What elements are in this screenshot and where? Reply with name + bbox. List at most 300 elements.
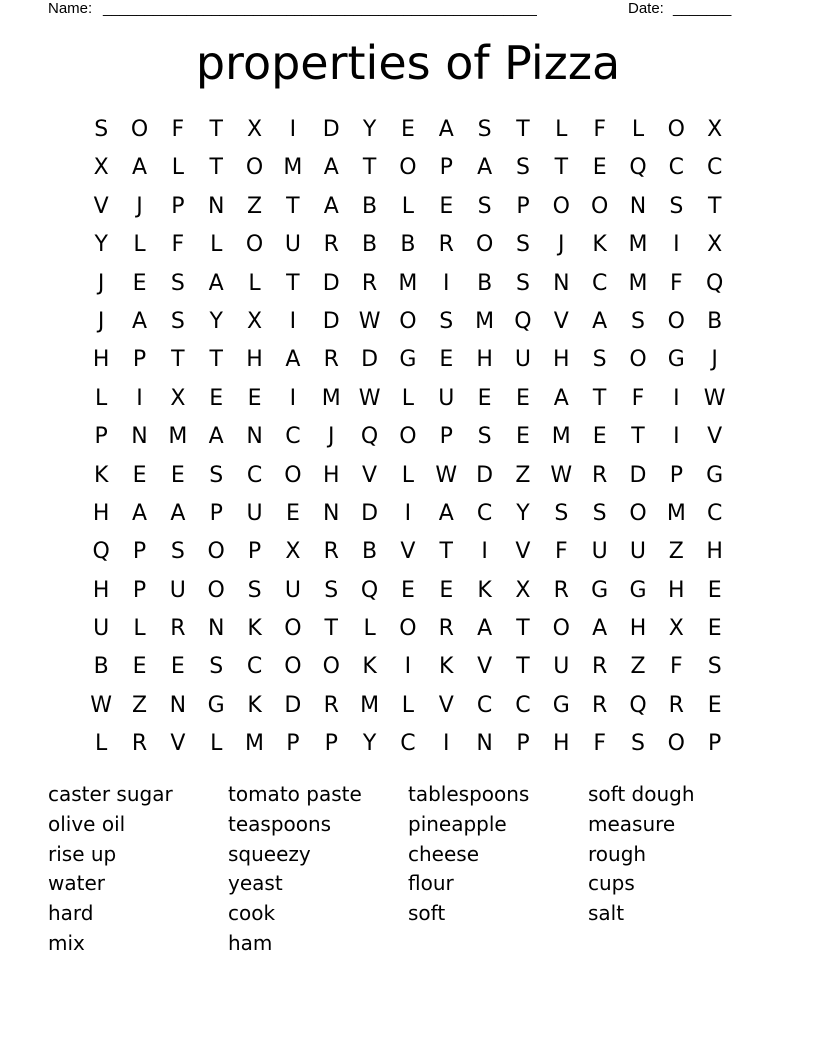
grid-letter: M (628, 270, 648, 296)
grid-letter: X (515, 577, 531, 603)
grid-letter: O (667, 731, 685, 757)
word-list-item: tablespoons (408, 782, 530, 806)
grid-letter: P (516, 193, 530, 219)
grid-letter: W (358, 308, 381, 334)
grid-letter: K (592, 232, 607, 258)
grid-letter: I (673, 232, 680, 258)
grid-letter: L (133, 232, 146, 258)
word-list-item: mix (48, 930, 85, 955)
grid-letter: L (363, 616, 376, 642)
grid-row (82, 495, 734, 533)
grid-letter: H (92, 347, 110, 373)
grid-letter: X (247, 117, 263, 142)
word-list-row (48, 930, 768, 960)
grid-letter: E (592, 424, 607, 450)
grid-letter: A (477, 616, 493, 642)
grid-letter: F (631, 385, 645, 411)
grid-letter: U (514, 347, 531, 373)
grid-letter: F (171, 232, 185, 258)
grid-letter: I (404, 500, 412, 526)
grid-letter: O (475, 232, 494, 258)
grid-letter: S (631, 308, 645, 334)
grid-letter: O (667, 117, 685, 142)
grid-letter: S (247, 577, 262, 603)
grid-letter: K (247, 692, 262, 718)
grid-letter: M (551, 424, 571, 450)
grid-letter: O (629, 347, 647, 373)
grid-letter: I (289, 385, 297, 411)
grid-letter: A (208, 270, 224, 296)
grid-letter: D (361, 500, 379, 526)
grid-letter: U (438, 385, 455, 411)
grid-letter: L (210, 731, 223, 757)
grid-letter: E (400, 577, 415, 603)
grid-letter: Q (360, 577, 379, 603)
grid-letter: M (360, 692, 380, 718)
grid-row (82, 380, 734, 418)
page-title: properties of Pizza (195, 36, 621, 90)
grid-letter: X (285, 539, 301, 565)
grid-letter: E (170, 654, 185, 680)
grid-letter: G (591, 577, 609, 603)
grid-letter: A (323, 193, 339, 219)
grid-letter: R (591, 462, 608, 488)
grid-letter: Q (629, 692, 647, 718)
grid-letter: L (401, 462, 415, 488)
grid-letter: G (552, 692, 570, 718)
grid-letter: O (590, 193, 609, 219)
grid-letter: S (170, 539, 185, 565)
grid-letter: T (324, 616, 338, 642)
grid-letter: O (130, 117, 149, 142)
grid-letter: F (593, 731, 606, 757)
grid-row (82, 610, 734, 648)
word-list-item: squeezy (228, 841, 311, 866)
grid-letter: A (592, 308, 608, 334)
grid-letter: G (629, 577, 647, 603)
grid-letter: E (132, 462, 147, 488)
grid-letter: S (707, 654, 722, 680)
grid-letter: B (93, 654, 109, 680)
grid-letter: L (401, 193, 415, 219)
word-list-item: rough (588, 841, 647, 866)
grid-letter: C (246, 654, 263, 680)
grid-letter: B (400, 232, 416, 258)
grid-letter: G (399, 347, 417, 373)
grid-letter: C (591, 270, 608, 296)
grid-row (82, 111, 734, 149)
letter-grid (82, 111, 734, 764)
grid-letter: B (362, 539, 378, 565)
grid-letter: N (629, 193, 647, 219)
grid-letter: Q (706, 270, 724, 296)
grid-letter: G (207, 692, 225, 718)
grid-letter: D (361, 347, 379, 373)
word-list-item: rise up (48, 841, 117, 866)
grid-letter: T (592, 385, 607, 411)
grid-letter: B (707, 308, 723, 334)
grid-letter: Z (515, 462, 531, 488)
grid-letter: O (207, 577, 225, 603)
grid-letter: T (707, 193, 722, 219)
grid-letter: Z (668, 539, 684, 565)
grid-letter: E (132, 270, 147, 296)
grid-letter: R (668, 692, 684, 718)
grid-letter: H (92, 577, 110, 603)
grid-letter: O (552, 616, 570, 642)
grid-letter: P (132, 539, 147, 565)
grid-letter: N (207, 616, 225, 642)
grid-letter: O (399, 616, 417, 642)
grid-letter: L (401, 385, 415, 411)
word-list-row (48, 870, 768, 900)
grid-letter: C (668, 155, 685, 181)
grid-letter: L (401, 692, 415, 718)
grid-letter: S (515, 232, 530, 258)
grid-letter: K (477, 577, 492, 603)
grid-letter: S (477, 193, 492, 219)
grid-letter: R (591, 692, 608, 718)
grid-letter: S (94, 117, 109, 142)
grid-letter: O (284, 462, 302, 488)
grid-letter: D (284, 692, 302, 718)
grid-letter: Y (362, 117, 377, 142)
grid-letter: H (476, 347, 493, 373)
grid-letter: B (362, 232, 378, 258)
grid-letter: T (209, 155, 223, 181)
grid-letter: H (706, 539, 723, 565)
grid-letter: F (593, 117, 606, 142)
grid-letter: S (515, 155, 530, 181)
grid-letter: I (289, 117, 297, 142)
grid-letter: T (362, 155, 377, 181)
word-list-item: caster sugar (48, 782, 173, 806)
grid-row (82, 149, 734, 187)
grid-letter: I (673, 424, 680, 450)
grid-letter: I (443, 731, 450, 757)
word-list-row (48, 841, 768, 871)
grid-letter: S (170, 308, 185, 334)
grid-letter: H (92, 500, 110, 526)
grid-letter: A (208, 424, 224, 450)
grid-letter: O (207, 539, 225, 565)
grid-letter: K (247, 616, 262, 642)
word-list-item: cheese (408, 841, 480, 866)
grid-letter: I (136, 385, 143, 411)
grid-letter: Y (516, 500, 530, 526)
grid-letter: S (592, 347, 607, 373)
grid-letter: Q (92, 539, 110, 565)
grid-letter: M (283, 155, 303, 181)
grid-letter: P (669, 462, 683, 488)
grid-row (82, 341, 734, 379)
word-list-item: teaspoons (228, 811, 332, 836)
grid-letter: J (97, 308, 105, 334)
grid-letter: U (169, 577, 186, 603)
grid-letter: D (322, 117, 340, 142)
grid-letter: E (209, 385, 224, 411)
grid-letter: S (324, 577, 339, 603)
grid-letter: W (703, 385, 726, 411)
grid-letter: Y (209, 308, 223, 334)
grid-row (82, 265, 734, 303)
grid-letter: D (476, 462, 494, 488)
grid-letter: C (246, 462, 263, 488)
grid-letter: C (400, 731, 416, 757)
grid-letter: T (516, 654, 530, 680)
word-list-item: cook (228, 901, 276, 926)
grid-letter: V (400, 539, 416, 565)
grid-letter: G (667, 347, 685, 373)
grid-letter: O (399, 424, 417, 450)
grid-letter: T (286, 270, 300, 296)
grid-row (82, 303, 734, 341)
grid-letter: O (284, 616, 302, 642)
grid-letter: V (438, 692, 454, 718)
grid-row (82, 725, 734, 763)
grid-letter: P (708, 731, 722, 757)
grid-letter: I (404, 654, 412, 680)
word-list-item: cups (588, 871, 635, 896)
grid-letter: E (132, 654, 147, 680)
grid-letter: R (131, 731, 148, 757)
grid-letter: S (669, 193, 684, 219)
grid-letter: H (322, 462, 340, 488)
grid-letter: O (629, 500, 647, 526)
word-list-item: water (48, 871, 105, 896)
grid-letter: A (438, 117, 454, 142)
grid-letter: D (629, 462, 647, 488)
grid-letter: V (362, 462, 378, 488)
grid-letter: A (170, 500, 186, 526)
grid-letter: C (706, 155, 723, 181)
grid-row (82, 648, 734, 686)
grid-letter: O (552, 193, 570, 219)
word-list-item: hard (48, 901, 94, 926)
grid-letter: E (439, 347, 454, 373)
grid-letter: L (631, 117, 645, 142)
grid-letter: O (667, 308, 685, 334)
grid-letter: R (170, 616, 186, 642)
grid-letter: F (554, 539, 568, 565)
grid-letter: R (553, 577, 569, 603)
grid-letter: Y (362, 731, 377, 757)
grid-letter: H (553, 731, 570, 757)
grid-letter: N (246, 424, 263, 450)
word-list-row (48, 900, 768, 930)
grid-letter: W (358, 385, 381, 411)
grid-letter: E (439, 577, 454, 603)
grid-letter: H (668, 577, 685, 603)
grid-letter: R (438, 232, 454, 258)
grid-letter: X (707, 232, 723, 258)
grid-letter: Y (94, 232, 108, 258)
grid-letter: I (673, 385, 680, 411)
grid-letter: S (515, 270, 530, 296)
grid-letter: T (286, 193, 300, 219)
grid-letter: W (435, 462, 458, 488)
grid-letter: O (245, 155, 264, 181)
grid-letter: A (131, 500, 148, 526)
grid-letter: W (550, 462, 573, 488)
grid-letter: E (439, 193, 454, 219)
grid-letter: A (131, 155, 148, 181)
grid-letter: P (132, 347, 147, 373)
word-list-item: yeast (228, 871, 283, 896)
grid-letter: Z (630, 654, 646, 680)
grid-letter: N (131, 424, 148, 450)
grid-letter: V (707, 424, 723, 450)
grid-letter: I (289, 308, 297, 334)
grid-letter: Z (131, 692, 148, 718)
grid-letter: E (592, 155, 607, 181)
grid-letter: M (628, 232, 648, 258)
grid-letter: N (476, 731, 493, 757)
grid-letter: R (323, 232, 339, 258)
grid-letter: P (324, 731, 338, 757)
grid-letter: X (668, 616, 684, 642)
grid-letter: H (553, 347, 570, 373)
grid-letter: E (707, 692, 722, 718)
grid-letter: T (171, 347, 185, 373)
grid-letter: V (93, 193, 109, 219)
grid-letter: R (323, 692, 339, 718)
grid-row (82, 226, 734, 264)
grid-letter: B (362, 193, 378, 219)
grid-letter: S (592, 500, 607, 526)
word-list-item: pineapple (408, 811, 507, 836)
grid-letter: P (209, 500, 223, 526)
grid-letter: X (707, 117, 723, 142)
grid-letter: D (322, 308, 340, 334)
grid-letter: P (247, 539, 262, 565)
grid-letter: T (516, 117, 530, 142)
grid-letter: A (477, 155, 493, 181)
grid-letter: M (321, 385, 341, 411)
grid-letter: Q (629, 155, 647, 181)
name-line: ____________________________________________________ (103, 0, 537, 17)
grid-letter: T (516, 616, 530, 642)
grid-letter: H (246, 347, 263, 373)
grid-letter: A (438, 500, 454, 526)
grid-letter: Q (360, 424, 379, 450)
grid-letter: U (591, 539, 608, 565)
word-list-item: measure (588, 811, 676, 836)
word-list-item: olive oil (48, 811, 126, 836)
grid-row (82, 457, 734, 495)
word-list-item: tomato paste (228, 782, 362, 806)
grid-letter: M (398, 270, 418, 296)
grid-letter: X (93, 155, 109, 181)
grid-letter: N (207, 193, 225, 219)
grid-letter: K (362, 654, 377, 680)
grid-letter: M (666, 500, 686, 526)
grid-letter: U (284, 577, 301, 603)
grid-letter: X (247, 308, 263, 334)
word-list-item: ham (228, 930, 273, 955)
word-list-item: flour (408, 871, 454, 896)
grid-letter: R (323, 539, 339, 565)
grid-letter: P (439, 155, 453, 181)
grid-letter: L (210, 232, 223, 258)
word-list-item: salt (588, 901, 625, 926)
grid-letter: L (95, 385, 108, 411)
grid-letter: E (247, 385, 262, 411)
grid-letter: K (439, 654, 454, 680)
grid-letter: P (439, 424, 453, 450)
grid-letter: B (477, 270, 493, 296)
grid-letter: C (285, 424, 301, 450)
grid-letter: T (209, 347, 223, 373)
grid-letter: L (171, 155, 184, 181)
grid-letter: H (629, 616, 647, 642)
grid-letter: N (169, 692, 187, 718)
grid-letter: P (171, 193, 185, 219)
word-list-row (48, 781, 768, 811)
grid-letter: T (439, 539, 453, 565)
grid-letter: S (209, 654, 224, 680)
grid-letter: J (136, 193, 143, 219)
grid-letter: U (93, 616, 110, 642)
grid-letter: P (132, 577, 147, 603)
grid-letter: E (516, 424, 530, 450)
grid-letter: S (631, 731, 645, 757)
grid-row (82, 687, 734, 725)
name-label: Name: (48, 0, 93, 17)
grid-letter: D (322, 270, 340, 296)
grid-letter: O (399, 155, 417, 181)
grid-row (82, 418, 734, 456)
grid-letter: E (400, 117, 415, 142)
grid-letter: R (323, 347, 339, 373)
grid-letter: O (284, 654, 302, 680)
grid-letter: U (284, 232, 301, 258)
grid-letter: S (477, 117, 492, 142)
grid-letter: R (591, 654, 608, 680)
grid-letter: F (670, 654, 683, 680)
word-list-row (48, 811, 768, 841)
grid-letter: F (670, 270, 683, 296)
grid-letter: E (170, 462, 185, 488)
grid-letter: S (170, 270, 185, 296)
grid-letter: K (93, 462, 109, 488)
grid-letter: O (245, 232, 264, 258)
grid-letter: M (168, 424, 188, 450)
grid-letter: V (515, 539, 531, 565)
grid-letter: E (285, 500, 300, 526)
grid-letter: P (94, 424, 108, 450)
grid-letter: V (170, 731, 186, 757)
grid-letter: L (555, 117, 568, 142)
grid-letter: P (286, 731, 300, 757)
grid-letter: E (516, 385, 530, 411)
grid-letter: C (706, 500, 723, 526)
grid-letter: J (558, 232, 565, 258)
grid-letter: A (592, 616, 608, 642)
grid-letter: I (481, 539, 488, 565)
grid-letter: F (171, 117, 185, 142)
grid-letter: L (95, 731, 108, 757)
grid-letter: T (554, 155, 569, 181)
grid-letter: Q (514, 308, 532, 334)
grid-letter: O (399, 308, 417, 334)
grid-letter: P (516, 731, 530, 757)
grid-letter: T (631, 424, 645, 450)
grid-letter: V (477, 654, 493, 680)
grid-letter: M (475, 308, 495, 334)
grid-letter: J (711, 347, 718, 373)
grid-row (82, 188, 734, 226)
